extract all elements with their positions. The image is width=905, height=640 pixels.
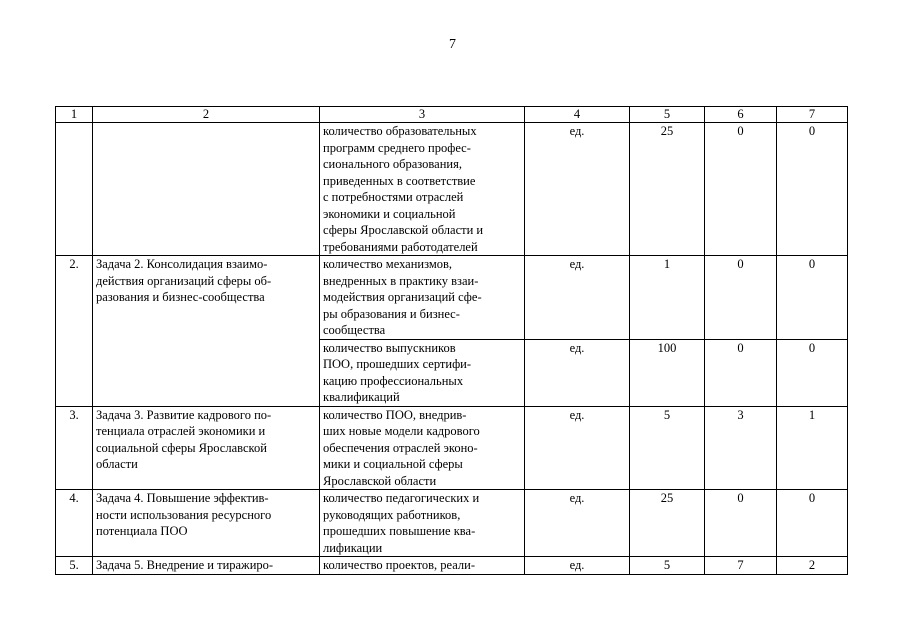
- value-col7-cell: 0: [777, 123, 848, 256]
- unit-cell: ед.: [525, 123, 630, 256]
- value-col5-cell: 25: [630, 490, 705, 557]
- value-col7-cell: 2: [777, 557, 848, 575]
- row-number: 5.: [69, 558, 79, 572]
- value-col5-cell: 1: [630, 256, 705, 340]
- row-number-cell: [56, 256, 93, 407]
- page-number: 7: [449, 37, 456, 52]
- indicator-cell: [320, 406, 525, 490]
- task-text: Задача 2. Консолидация взаимо- действия организаций сферы об- разования и бизнес-сообщества: [96, 257, 272, 304]
- indicator-cell: [320, 339, 525, 406]
- header-cell-2: 2: [93, 107, 320, 123]
- table-row: [56, 406, 848, 490]
- unit-cell: ед.: [525, 339, 630, 406]
- value-col7-cell: 1: [777, 406, 848, 490]
- task-cell: [93, 406, 320, 490]
- header-cell-5: 5: [630, 107, 705, 123]
- task-cell: [93, 490, 320, 557]
- header-cell-3: 3: [320, 107, 525, 123]
- row-number: 3.: [69, 407, 79, 422]
- value-col6-cell: 0: [705, 256, 777, 340]
- row-number: 4.: [69, 491, 79, 505]
- indicator-text: количество педагогических и руководящих работников, прошедших повышение ква- лификации: [323, 491, 480, 555]
- value-col6-cell: 3: [705, 406, 777, 490]
- table-row: [56, 490, 848, 557]
- row-number: 2.: [69, 257, 79, 271]
- table-row: [56, 123, 848, 256]
- value-col6-cell: 7: [705, 557, 777, 575]
- indicator-cell: [320, 123, 525, 256]
- unit-cell: ед.: [525, 490, 630, 557]
- value-col5-cell: 100: [630, 339, 705, 406]
- task-cell: [93, 557, 320, 575]
- header-cell-1: 1: [56, 107, 93, 123]
- unit-cell: ед.: [525, 557, 630, 575]
- task-cell: [93, 256, 320, 407]
- task-text: Задача 4. Повышение эффектив- ности использования ресурсного потенциала ПОО: [96, 491, 272, 538]
- table-row: [56, 256, 848, 340]
- task-text: Задача 5. Внедрение и тиражиро-: [96, 558, 274, 572]
- indicator-text: количество выпускников ПОО, прошедших сертифи- кацию профессиональных квалификаций: [323, 340, 472, 404]
- value-col5-cell: 5: [630, 557, 705, 575]
- value-col6-cell: 0: [705, 490, 777, 557]
- indicator-cell: [320, 490, 525, 557]
- task-cell: [93, 123, 320, 256]
- indicator-text: количество механизмов, внедренных в практику взаи- модействия организаций сфе- ры образования и бизнес- сообщества: [323, 257, 482, 337]
- value-col5-cell: 25: [630, 123, 705, 256]
- row-number-cell: [56, 406, 93, 490]
- table-header-row: [56, 107, 848, 123]
- table-row: [56, 557, 848, 575]
- indicator-cell: [320, 557, 525, 575]
- row-number-cell: [56, 123, 93, 256]
- unit-cell: ед.: [525, 256, 630, 340]
- indicator-text: количество ПОО, внедрив- ших новые модели кадрового обеспечения отраслей эконо- мики и социальной сферы Ярославской области: [323, 407, 480, 488]
- value-col7-cell: 0: [777, 256, 848, 340]
- value-col6-cell: 0: [705, 123, 777, 256]
- header-cell-6: 6: [705, 107, 777, 123]
- indicator-text: количество образовательных программ среднего профес- сионального образования, приведенных в соответствие с потребностями отраслей экономики и социальной сферы Ярославской области и требованиями работодателей: [323, 124, 484, 254]
- task-text: Задача 3. Развитие кадрового по- тенциала отраслей экономики и социальной сферы Ярославской области: [96, 407, 272, 471]
- value-col6-cell: 0: [705, 339, 777, 406]
- indicators-table: [55, 106, 848, 575]
- value-col7-cell: 0: [777, 339, 848, 406]
- indicator-cell: [320, 256, 525, 340]
- row-number-cell: [56, 557, 93, 575]
- unit-cell: ед.: [525, 406, 630, 490]
- row-number-cell: [56, 490, 93, 557]
- header-cell-4: 4: [525, 107, 630, 123]
- indicator-text: количество проектов, реали-: [323, 558, 475, 572]
- value-col7-cell: 0: [777, 490, 848, 557]
- header-cell-7: 7: [777, 107, 848, 123]
- value-col5-cell: 5: [630, 406, 705, 490]
